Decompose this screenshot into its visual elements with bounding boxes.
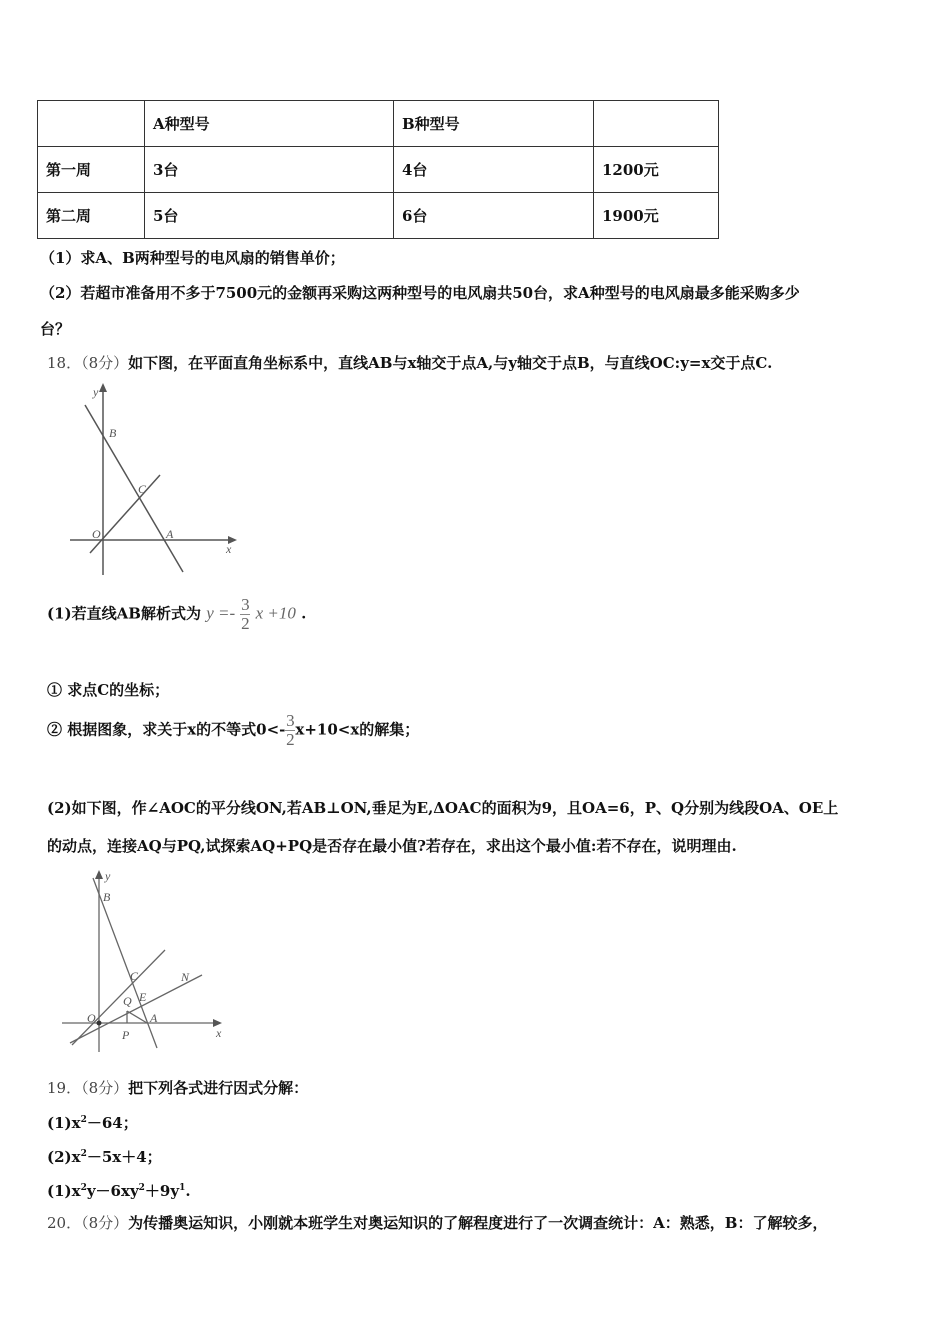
table-cell: 第一周: [38, 147, 145, 193]
line-on: [70, 975, 202, 1043]
label-a: A: [150, 1011, 158, 1025]
table-row: [38, 147, 719, 193]
sub2-suffix: x+10<x的解集；: [295, 720, 420, 739]
q18-sub2: [47, 712, 419, 749]
q19-item-3: [47, 1180, 191, 1201]
table-cell: 5台: [145, 193, 394, 239]
expr-part: y－6xy: [86, 1182, 139, 1200]
equation-rhs: x +10: [255, 603, 296, 623]
table-cell: [38, 101, 145, 147]
exponent: 2: [80, 1149, 87, 1159]
fraction-numerator: 3: [286, 711, 295, 730]
figure-2: [50, 860, 240, 1060]
table-row: [38, 193, 719, 239]
fraction-denominator: 2: [241, 614, 250, 633]
label-b: B: [103, 890, 111, 904]
q17-part2-cont: 台？: [40, 320, 71, 338]
label-b: B: [109, 426, 117, 440]
fraction-denominator: 2: [286, 730, 295, 749]
q17-part2: （2）若超市准备用不多于7500元的金额再采购这两种型号的电风扇共50台，求A种型号的电风扇最多能采购多少: [40, 284, 800, 302]
sales-table: [37, 100, 719, 239]
q19-stem: [47, 1077, 308, 1098]
label-o: O: [92, 527, 101, 541]
expr-part: ＋9y: [144, 1182, 180, 1200]
fraction: [240, 596, 250, 633]
line-ab: [85, 405, 183, 572]
label-q: Q: [123, 994, 132, 1008]
label-c: C: [130, 969, 139, 983]
table-header-row: [38, 101, 719, 147]
q19-item-1: [47, 1112, 138, 1133]
fraction-numerator: 3: [241, 595, 250, 614]
label-x: x: [226, 542, 232, 556]
label-c: C: [138, 482, 147, 496]
q18-sub1: ① 求点C的坐标；: [47, 681, 170, 699]
label-e: E: [139, 990, 147, 1004]
q18-part1: [47, 596, 306, 633]
expr-part: －5x＋4；: [86, 1148, 162, 1166]
expr-part: (1)x: [47, 1114, 81, 1132]
label-a: A: [166, 527, 174, 541]
expr-part: (2)x: [47, 1148, 81, 1166]
table-cell: 第二周: [38, 193, 145, 239]
question-text: 如下图，在平面直角坐标系中，直线AB与x轴交于点A,与y轴交于点B，与直线OC:y=x交于点C.: [128, 354, 773, 372]
exponent: 1: [179, 1183, 186, 1193]
q19-item-2: [47, 1146, 162, 1167]
question-text: 为传播奥运知识，小刚就本班学生对奥运知识的了解程度进行了一次调查统计：A：熟悉，B：了解较多，: [128, 1214, 828, 1232]
table-cell: B种型号: [394, 101, 594, 147]
expr-part: .: [185, 1182, 191, 1200]
question-text: 把下列各式进行因式分解：: [128, 1079, 309, 1097]
q18-part2-cont: 的动点，连接AQ与PQ,试探索AQ+PQ是否存在最小值?若存在，求出这个最小值:若不存在，说明理由.: [47, 837, 737, 855]
equation-lhs: y =-: [206, 603, 236, 623]
label-y: y: [105, 869, 111, 883]
exponent: 2: [80, 1115, 87, 1125]
q17-part1: （1）求A、B两种型号的电风扇的销售单价；: [40, 249, 345, 267]
table-cell: A种型号: [145, 101, 394, 147]
table-cell: 1900元: [594, 193, 719, 239]
q18-stem: [47, 352, 772, 373]
part1-suffix: .: [301, 604, 307, 623]
part1-prefix: (1)若直线AB解析式为: [47, 604, 201, 623]
fraction: [285, 712, 295, 749]
table-cell: 1200元: [594, 147, 719, 193]
q18-part2: (2)如下图，作∠AOC的平分线ON,若AB⊥ON,垂足为E,ΔOAC的面积为9，且OA=6，P、Q分别为线段OA、OE上: [47, 799, 839, 817]
table-cell: 4台: [394, 147, 594, 193]
label-n: N: [181, 970, 190, 984]
label-p: P: [122, 1028, 130, 1042]
label-x: x: [216, 1026, 222, 1040]
q20-stem: [47, 1212, 827, 1233]
exponent: 2: [80, 1183, 87, 1193]
sub2-prefix: ② 根据图象，求关于x的不等式0<-: [47, 720, 286, 739]
question-number: 18．（8分）: [47, 354, 129, 372]
expr-part: －64；: [86, 1114, 138, 1132]
label-o: O: [87, 1011, 96, 1025]
figure-1: [60, 380, 250, 580]
label-y: y: [93, 385, 99, 399]
question-number: 19．（8分）: [47, 1079, 129, 1097]
question-number: 20．（8分）: [47, 1214, 129, 1232]
table-cell: [594, 101, 719, 147]
table-cell: 3台: [145, 147, 394, 193]
exponent: 2: [138, 1183, 145, 1193]
expr-part: (1)x: [47, 1182, 81, 1200]
table-cell: 6台: [394, 193, 594, 239]
